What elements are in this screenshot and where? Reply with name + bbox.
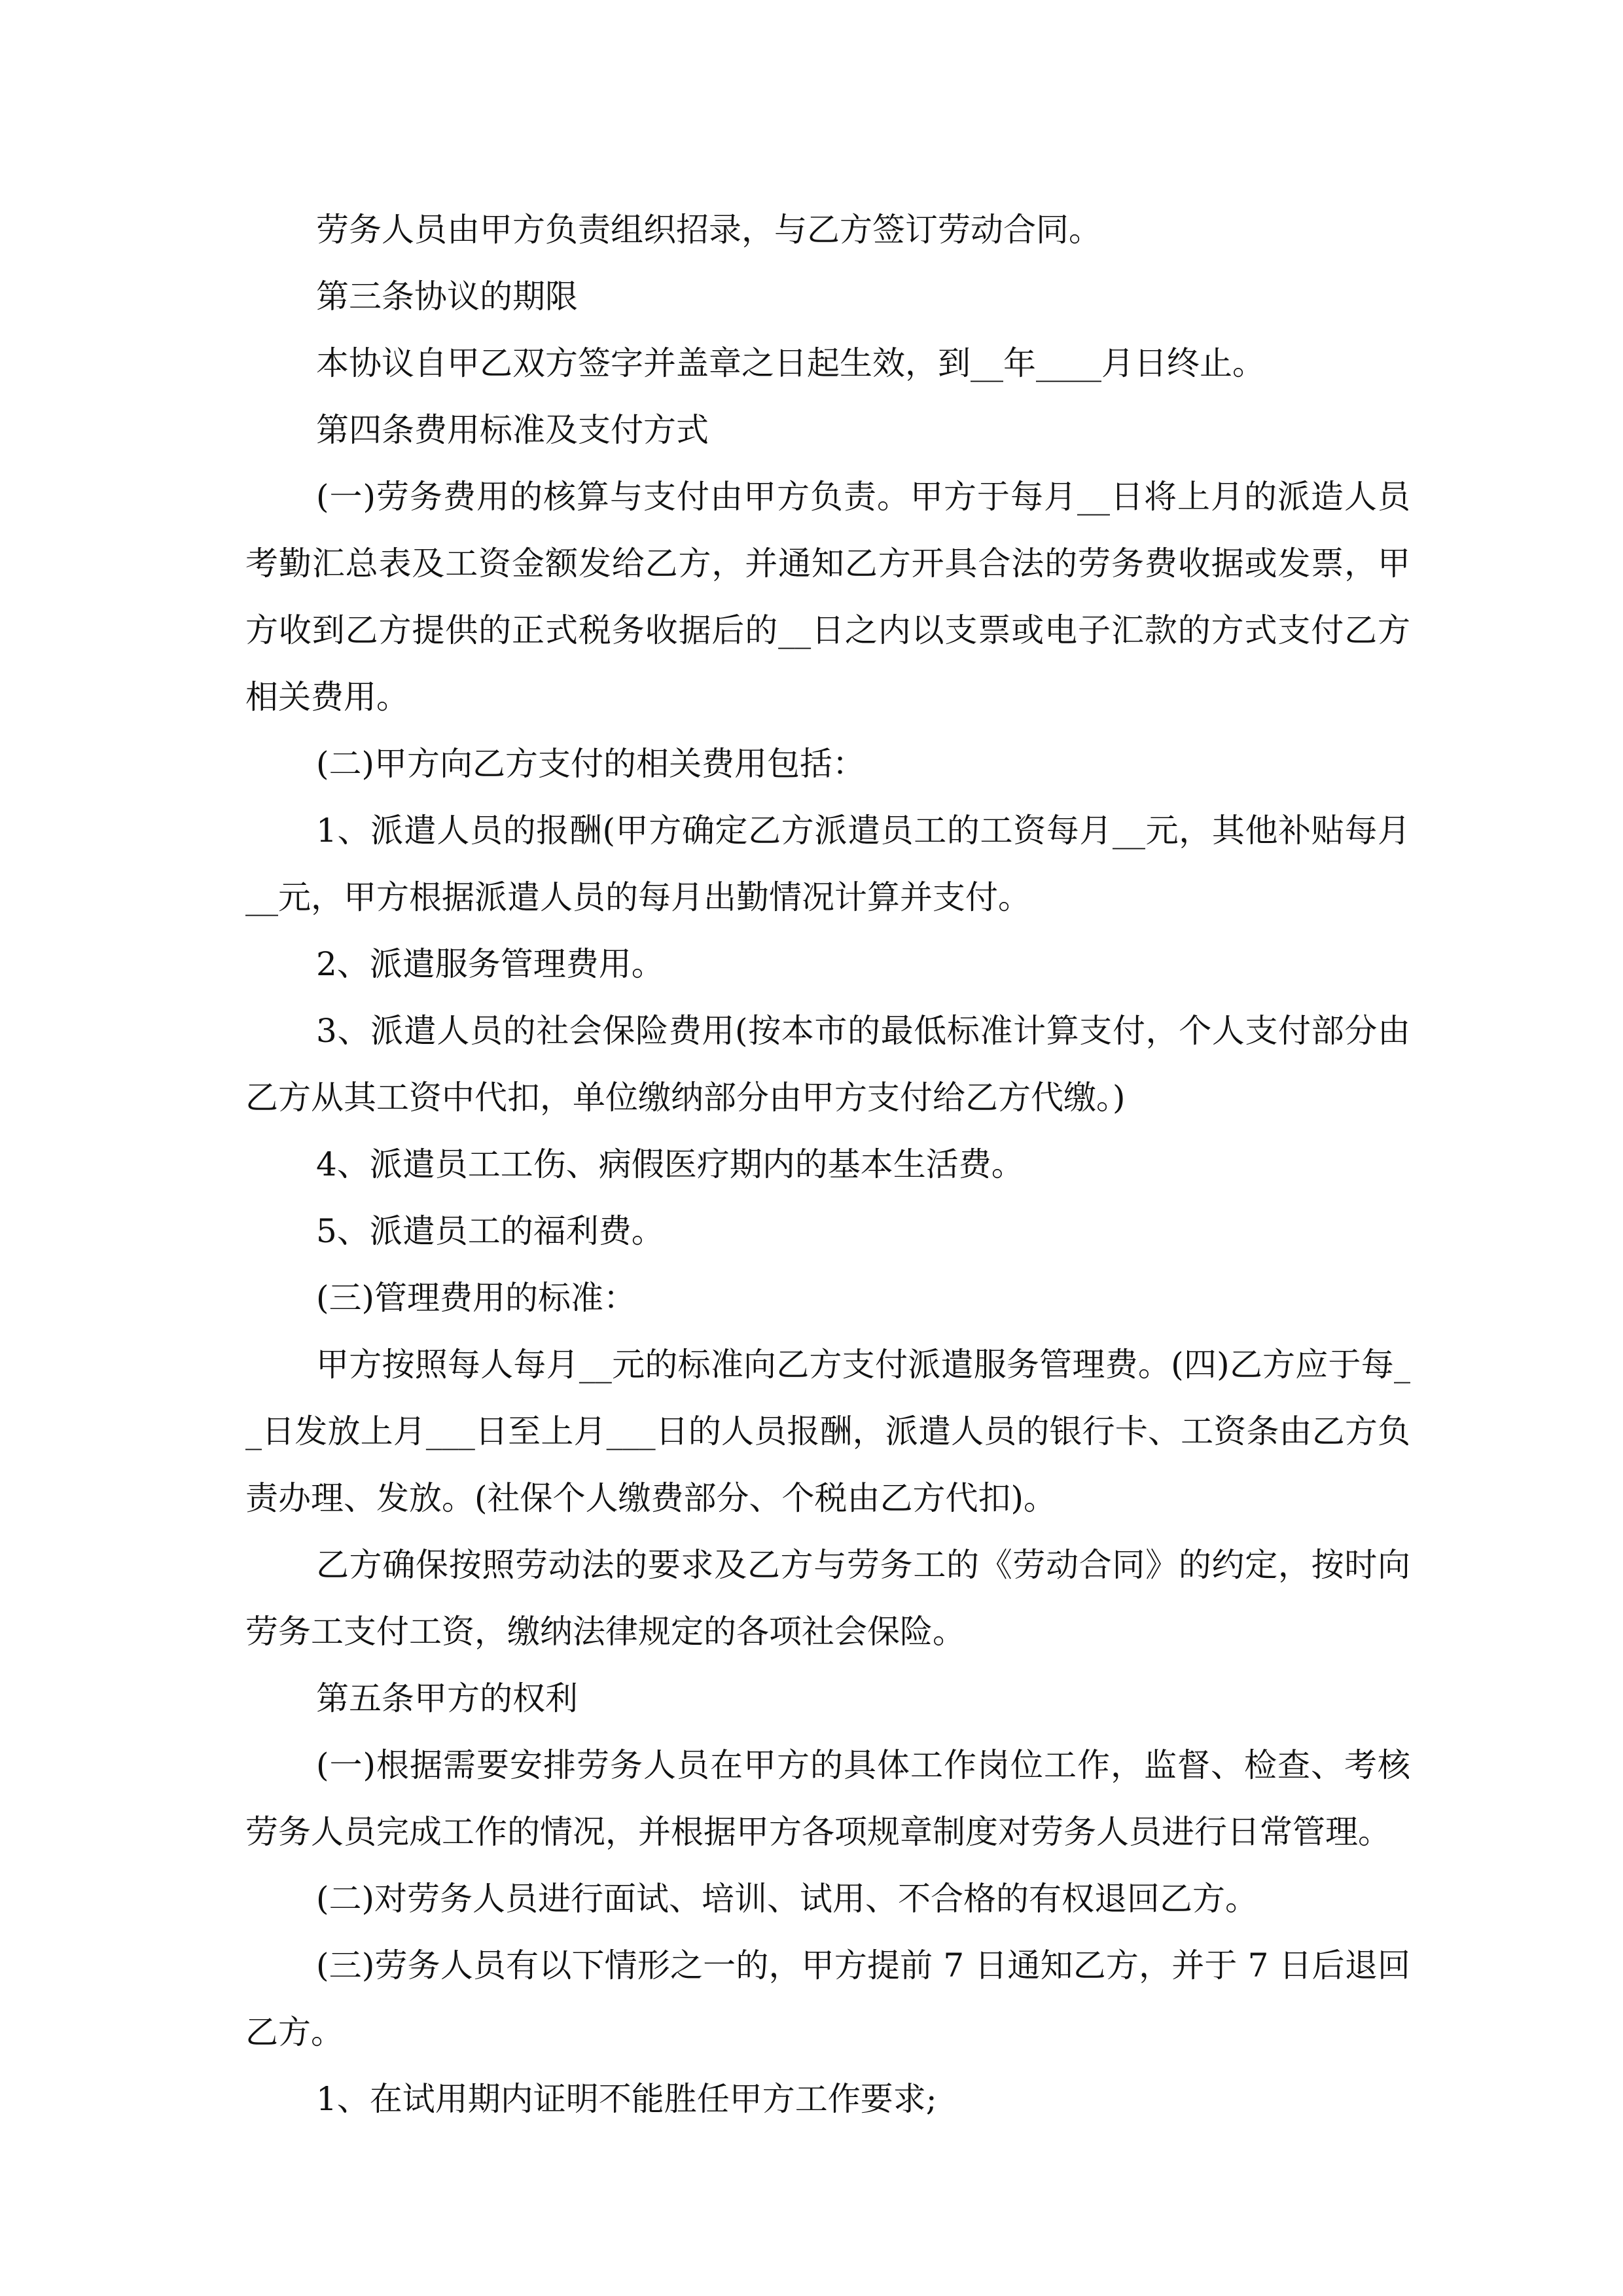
- paragraph: (三)管理费用的标准：: [316, 1279, 637, 1317]
- document-body: [245, 196, 1410, 2132]
- section-heading: 第四条费用标准及支付方式: [316, 411, 709, 449]
- paragraph: (一)劳务费用的核算与支付由甲方负责。甲方于每月__日将上月的派造人员考勤汇总表及工资金额发给乙方，并通知乙方开具合法的劳务费收据或发票，甲方收到乙方提供的正式税务收据后的__日之内以支票或电子汇款的方式支付乙方相关费用。: [245, 478, 1410, 716]
- list-item: 2、派遣服务管理费用。: [316, 945, 664, 983]
- list-item: 1、派遣人员的报酬(甲方确定乙方派遣员工的工资每月__元，其他补贴每月__元，甲方根据派遣人员的每月出勤情况计算并支付。: [245, 812, 1410, 916]
- paragraph: (二)对劳务人员进行面试、培训、试用、不合格的有权退回乙方。: [316, 1880, 1258, 1918]
- paragraph: 本协议自甲乙双方签字并盖章之日起生效，到__年____月日终止。: [316, 344, 1265, 382]
- list-item: 1、在试用期内证明不能胜任甲方工作要求;: [316, 2080, 937, 2118]
- list-item: 5、派遣员工的福利费。: [316, 1212, 664, 1250]
- paragraph: (三)劳务人员有以下情形之一的，甲方提前 7 日通知乙方，并于 7 日后退回乙方。: [245, 1946, 1410, 2051]
- paragraph: 乙方确保按照劳动法的要求及乙方与劳务工的《劳动合同》的约定，按时向劳务工支付工资，缴纳法律规定的各项社会保险。: [245, 1546, 1410, 1651]
- paragraph: 甲方按照每人每月__元的标准向乙方支付派遣服务管理费。(四)乙方应于每__日发放上月___日至上月___日的人员报酬，派遣人员的银行卡、工资条由乙方负责办理、发放。(社保个人缴费部分、个税由乙方代扣)。: [245, 1346, 1410, 1517]
- section-heading: 第三条协议的期限: [316, 278, 578, 315]
- paragraph: (二)甲方向乙方支付的相关费用包括：: [316, 745, 866, 783]
- paragraph: 劳务人员由甲方负责组织招录，与乙方签订劳动合同。: [316, 211, 1101, 249]
- list-item: 4、派遣员工工伤、病假医疗期内的基本生活费。: [316, 1145, 1024, 1183]
- list-item: 3、派遣人员的社会保险费用(按本市的最低标准计算支付，个人支付部分由乙方从其工资中代扣，单位缴纳部分由甲方支付给乙方代缴。): [245, 1012, 1410, 1117]
- paragraph: (一)根据需要安排劳务人员在甲方的具体工作岗位工作，监督、检查、考核劳务人员完成工作的情况，并根据甲方各项规章制度对劳务人员进行日常管理。: [245, 1746, 1410, 1851]
- section-heading: 第五条甲方的权利: [316, 1679, 578, 1717]
